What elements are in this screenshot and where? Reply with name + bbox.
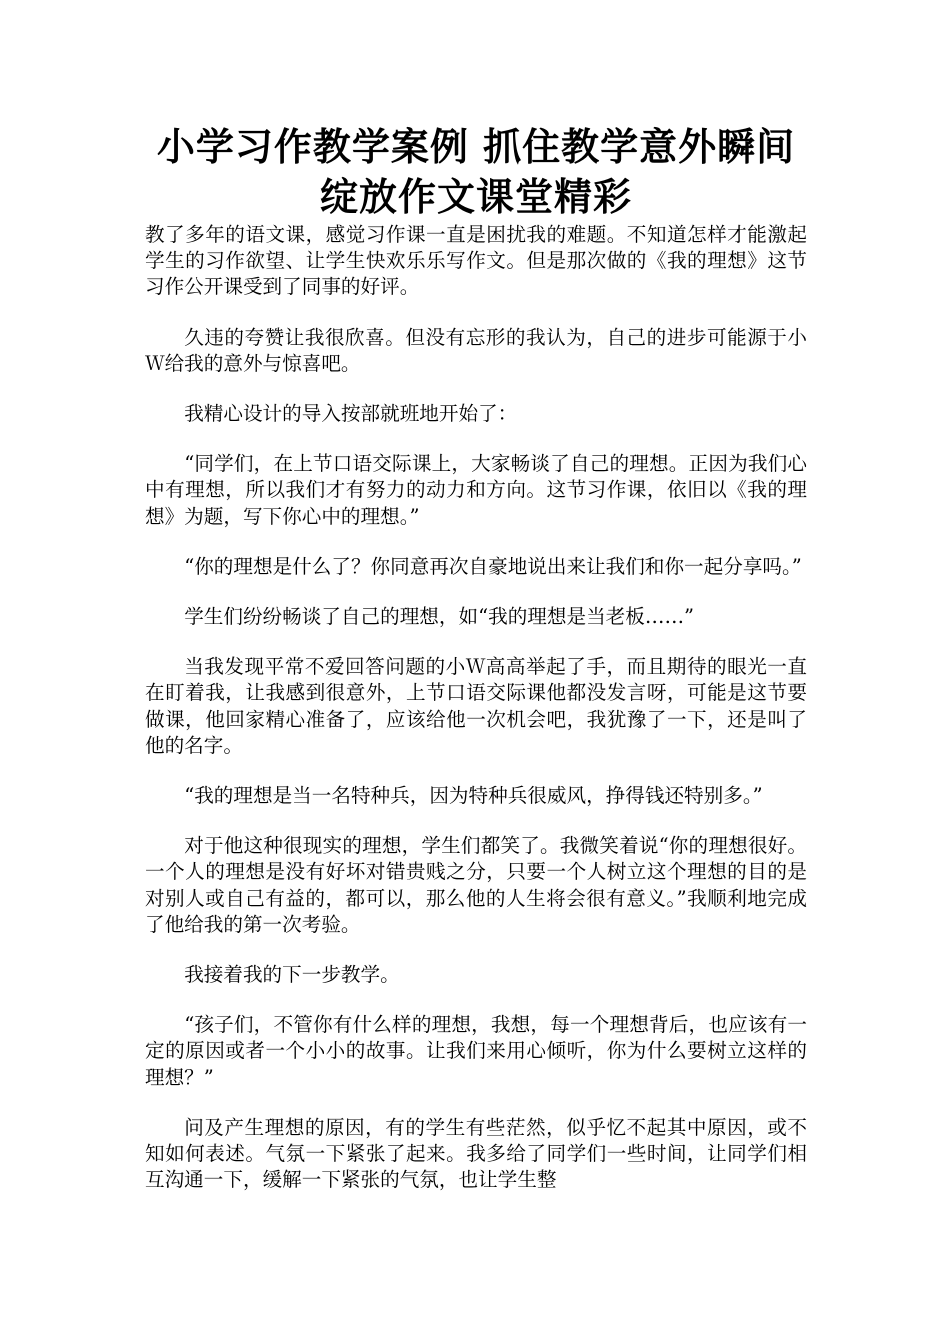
title-line-2: 绽放作文课堂精彩: [319, 175, 632, 219]
paragraph-10: 我接着我的下一步教学。: [184, 963, 400, 987]
title-line-1: 小学习作教学案例 抓住教学意外瞬间: [156, 125, 796, 169]
document-page: [145, 122, 807, 1217]
paragraph-6: 学生们纷纷畅谈了自己的理想，如“我的理想是当老板……”: [184, 605, 695, 629]
paragraph-9: 对于他这种很现实的理想，学生们都笑了。我微笑着说“你的理想很好。一个人的理想是没有好坏对错贵贱之分，只要一个人树立这个理想的目的是对别人或自己有益的，都可以，那么他的人生将会很有意义。”我顺利地完成了他给我的第一次考验。: [145, 834, 807, 936]
paragraph-11: “孩子们，不管你有什么样的理想，我想，每一个理想背后，也应该有一定的原因或者一个小小的故事。让我们来用心倾听，你为什么要树立这样的理想？”: [145, 1013, 807, 1089]
document-body: [145, 222, 807, 1193]
document-title: [145, 122, 807, 222]
paragraph-12: 问及产生理想的原因，有的学生有些茫然，似乎忆不起其中原因，或不知如何表述。气氛一下紧张了起来。我多给了同学们一些时间，让同学们相互沟通一下，缓解一下紧张的气氛，也让学生整: [145, 1115, 807, 1192]
paragraph-7: 当我发现平常不爱回答问题的小Ｗ高高举起了手，而且期待的眼光一直在盯着我，让我感到很意外，上节口语交际课他都没发言呀，可能是这节要做课，他回家精心准备了，应该给他一次机会吧，我犹豫了一下，还是叫了他的名字。: [145, 655, 807, 757]
paragraph-1: 教了多年的语文课，感觉习作课一直是困扰我的难题。不知道怎样才能激起学生的习作欲望、让学生快欢乐乐写作文。但是那次做的《我的理想》这节习作公开课受到了同事的好评。: [145, 223, 807, 299]
paragraph-3: 我精心设计的导入按部就班地开始了：: [184, 402, 518, 426]
paragraph-4: “同学们，在上节口语交际课上，大家畅谈了自己的理想。正因为我们心中有理想，所以我们才有努力的动力和方向。这节习作课，依旧以《我的理想》为题，写下你心中的理想。”: [145, 452, 807, 528]
paragraph-2: 久违的夸赞让我很欣喜。但没有忘形的我认为，自己的进步可能源于小Ｗ给我的意外与惊喜吧。: [145, 325, 807, 375]
paragraph-8: “我的理想是当一名特种兵，因为特种兵很威风，挣得钱还特别多。”: [184, 784, 763, 808]
paragraph-5: “你的理想是什么了？你同意再次自豪地说出来让我们和你一起分享吗。”: [184, 554, 802, 578]
